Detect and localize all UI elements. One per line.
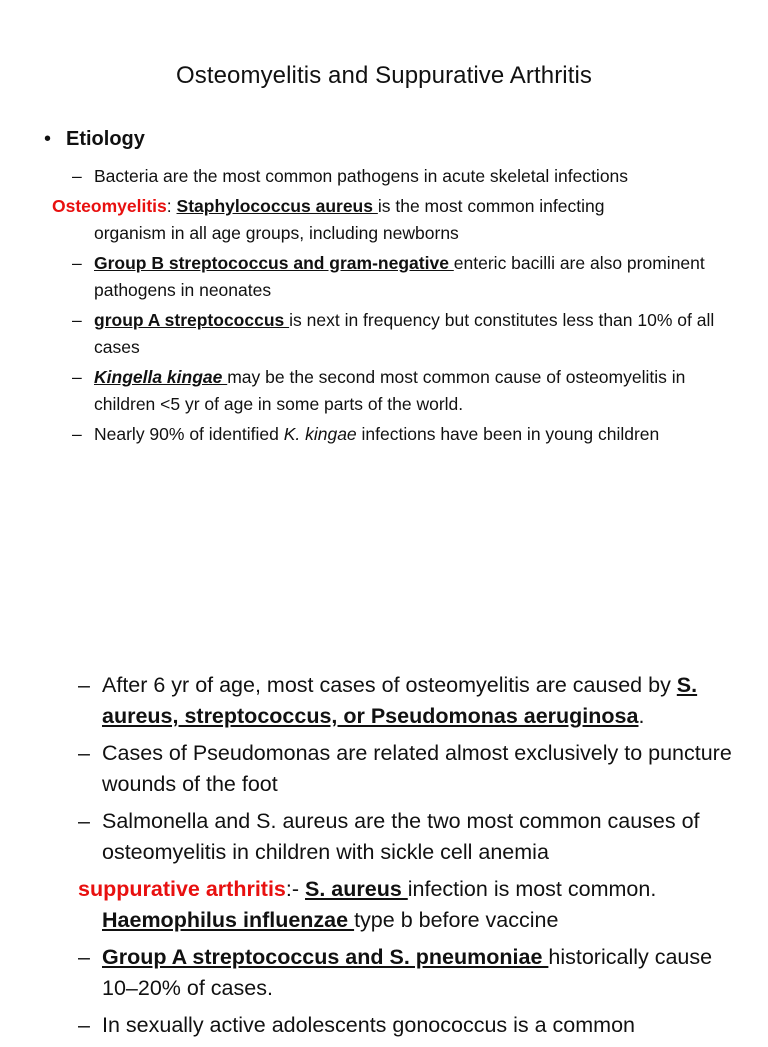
- section-heading: [44, 128, 145, 151]
- item-label: suppurative arthritis: [78, 877, 286, 901]
- item-rest: .: [638, 704, 645, 728]
- dash-glyph: –: [78, 673, 90, 697]
- dash-glyph: –: [78, 809, 90, 833]
- list-item: [78, 738, 748, 800]
- list-item: [78, 874, 748, 936]
- bullet-glyph: •: [44, 128, 52, 150]
- item-emphasis: Staphylococcus aureus: [176, 196, 378, 216]
- item-rest: is the most common infecting: [377, 196, 605, 216]
- item-emphasis-2: Haemophilus influenzae: [102, 908, 355, 932]
- item-rest: may be the second most common cause of osteomyelitis in children <5 yr of age in some parts of the world.: [94, 367, 686, 414]
- item-separator: :: [166, 196, 177, 216]
- item-emphasis: S. aureus: [305, 877, 408, 901]
- etiology-list: [52, 163, 732, 451]
- heading-text: Etiology: [66, 128, 145, 150]
- dash-glyph: –: [72, 166, 82, 186]
- item-text: Cases of Pseudomonas are related almost exclusively to puncture wounds of the foot: [102, 741, 732, 796]
- item-label: Osteomyelitis: [52, 196, 167, 216]
- item-emphasis: Kingella kingae: [94, 367, 228, 387]
- list-item: [78, 1010, 748, 1041]
- dash-glyph: –: [72, 253, 82, 273]
- dash-glyph: –: [78, 741, 90, 765]
- list-item: [78, 806, 748, 868]
- slide-title: Osteomyelitis and Suppurative Arthritis: [175, 62, 593, 89]
- dash-glyph: –: [72, 310, 82, 330]
- list-item: [72, 421, 732, 448]
- item-text: In sexually active adolescents gonococcus is a common: [102, 1013, 635, 1037]
- dash-glyph: –: [78, 945, 90, 969]
- item-pre: Nearly 90% of identified: [94, 424, 284, 444]
- item-separator: :-: [285, 877, 305, 901]
- item-emphasis: Group B streptococcus and gram-negative: [94, 253, 454, 273]
- dash-glyph: –: [78, 1013, 90, 1037]
- item-emphasis: group A streptococcus: [94, 310, 290, 330]
- item-text: Bacteria are the most common pathogens in acute skeletal infections: [94, 166, 629, 186]
- item-emphasis: S. aureus, streptococcus, or Pseudomonas aeruginosa: [102, 673, 698, 728]
- list-item: [78, 942, 748, 1004]
- list-item: [52, 193, 732, 247]
- item-continuation: organism in all age groups, including newborns: [94, 223, 459, 243]
- slide-2: [0, 660, 768, 1037]
- dash-glyph: –: [72, 367, 82, 387]
- list-item: [72, 250, 732, 304]
- dash-glyph: –: [72, 424, 82, 444]
- item-rest: enteric bacilli are also prominent pathogens in neonates: [94, 253, 705, 300]
- item-text: Salmonella and S. aureus are the two most common causes of osteomyelitis in children with sickle cell anemia: [102, 809, 700, 864]
- causes-list: [78, 670, 748, 1047]
- item-continuation: [78, 905, 748, 936]
- item-rest: historically cause 10–20% of cases.: [102, 945, 713, 1000]
- list-item: [72, 307, 732, 361]
- item-italic: K. kingae: [283, 424, 357, 444]
- item-rest: is next in frequency but constitutes less than 10% of all cases: [94, 310, 715, 357]
- item-rest-2: type b before vaccine: [354, 908, 559, 932]
- item-emphasis: Group A streptococcus and S. pneumoniae: [102, 945, 549, 969]
- item-rest: infections have been in young children: [356, 424, 660, 444]
- list-item: [78, 670, 748, 732]
- item-rest: infection is most common.: [407, 877, 657, 901]
- item-pre: After 6 yr of age, most cases of osteomyelitis are caused by: [102, 673, 677, 697]
- list-item: [72, 163, 732, 190]
- list-item: [72, 364, 732, 418]
